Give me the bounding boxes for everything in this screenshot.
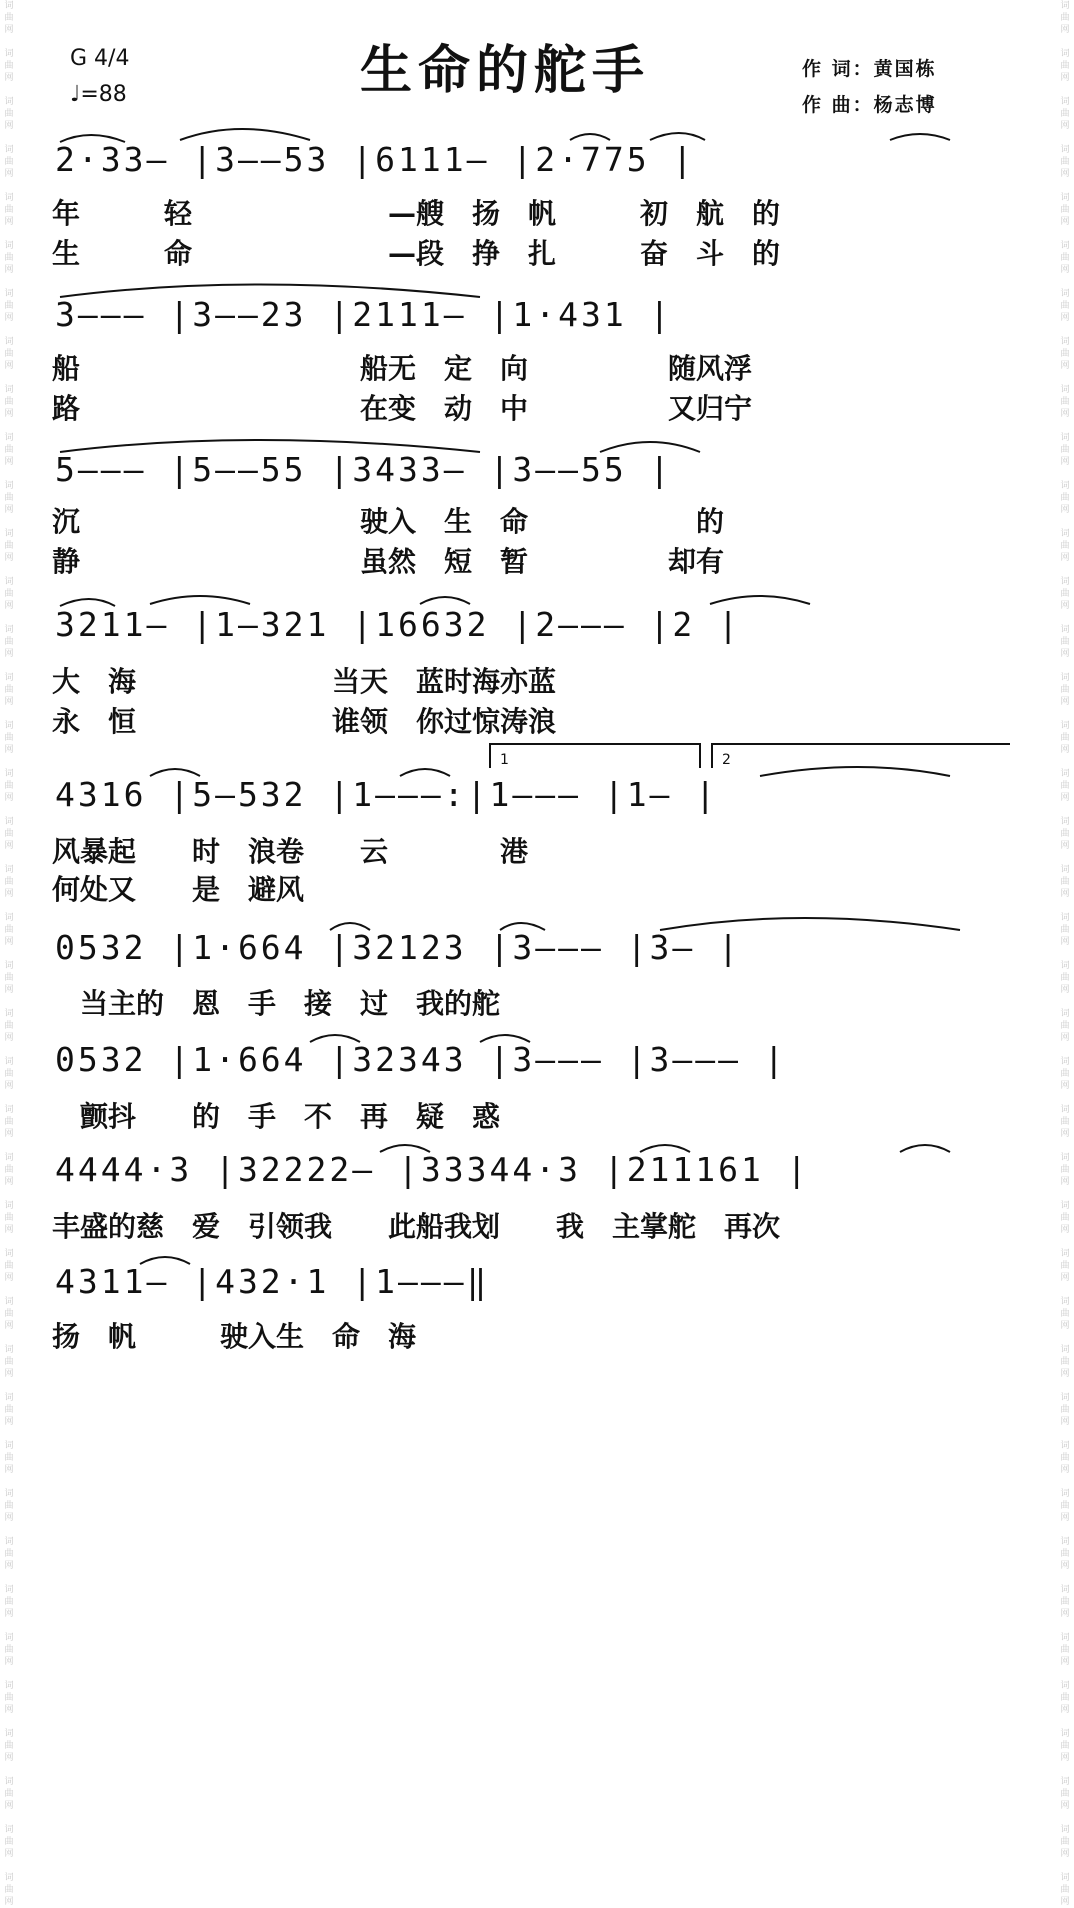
slur (150, 596, 250, 604)
lyric-row-2-verse-2: 路 在变 动 中 又归宁 (52, 392, 753, 425)
notation-row-8: 4444·3 |32222— |33344·3 |211161 | (55, 1150, 810, 1189)
lyric-row-4-verse-1: 大 海 当天 蓝时海亦蓝 (52, 665, 557, 698)
slur (180, 129, 310, 140)
notation-row-6: 0532 |1·664 |32123 |3——— |3— | (55, 928, 742, 967)
slur (900, 1145, 950, 1152)
lyric-row-1-verse-2: 生 命 —段 挣 扎 奋 斗 的 (52, 237, 781, 270)
key-meter: G 4/4 (70, 46, 130, 71)
second-ending-label: 2 (722, 752, 731, 768)
lyric-row-5-verse-1: 风暴起 时 浪卷 云 港 (52, 835, 529, 868)
first-ending-label: 1 (500, 752, 509, 768)
slur (420, 597, 470, 604)
lyric-row-6: 当主的 恩 手 接 过 我的舵 (52, 987, 501, 1020)
notation-row-4: 3211— |1—321 |16632 |2——— |2 | (55, 605, 742, 644)
lyric-row-9: 扬 帆 驶入生 命 海 (52, 1320, 417, 1353)
notation-row-2: 3——— |3——23 |2111— |1·431 | (55, 295, 673, 334)
lyric-row-3-verse-1: 沉 驶入 生 命 的 (52, 505, 725, 538)
slur (760, 767, 950, 776)
lyric-row-7: 颤抖 的 手 不 再 疑 惑 (52, 1100, 501, 1133)
notation-row-7: 0532 |1·664 |32343 |3——— |3——— | (55, 1040, 787, 1079)
slur (710, 596, 810, 604)
lyric-row-2-verse-1: 船 船无 定 向 随风浮 (52, 352, 753, 385)
lyric-row-4-verse-2: 永 恒 谁领 你过惊涛浪 (52, 705, 557, 738)
composer-credit: 作 曲：杨志博 (802, 94, 937, 116)
lyric-row-5-verse-2: 何处又 是 避风 (52, 873, 305, 906)
notation-row-3: 5——— |5——55 |3433— |3——55 | (55, 450, 673, 489)
lyric-row-3-verse-2: 静 虽然 短 暂 却有 (52, 545, 725, 578)
song-title: 生命的舵手 (360, 40, 651, 101)
notation-row-5: 4316 |5—532 |1———:|1——— |1— | (55, 775, 719, 814)
lyricist-credit: 作 词：黄国栋 (802, 58, 937, 80)
watermark-left: 词 曲 网 词 曲 网 词 曲 网 词 曲 网 词 曲 网 词 曲 网 词 曲 网 词 曲 网 词 曲 网 词 曲 网 词 曲 网 词 曲 网 词 曲 网 词 曲 网 词 曲 网 词 曲 网 词 曲 网 词 曲 网 词 曲 网 词 曲 网 词 曲 网 词 曲 网 词 曲 网 词 曲 网 词 曲 网 词 曲 网 词 曲 网 词 曲 网 词 曲 网 词 曲 网 词 曲 网 词 曲 网 词 曲 网 词 曲 网 词 曲 网 词 曲 网 词 曲 网 词 曲 网 词 曲 网 词 曲 网 (4, 1, 14, 1907)
ending-bracket-2 (712, 744, 1010, 768)
slur (650, 133, 705, 140)
slur (890, 134, 950, 140)
lyric-row-1-verse-1: 年 轻 —艘 扬 帆 初 航 的 (52, 197, 781, 230)
lyric-row-8: 丰盛的慈 爱 引领我 此船我划 我 主掌舵 再次 (52, 1210, 781, 1243)
notation-row-1: 2·33— |3——53 |6111— |2·775 | (55, 140, 696, 179)
watermark-right: 词 曲 网 词 曲 网 词 曲 网 词 曲 网 词 曲 网 词 曲 网 词 曲 网 词 曲 网 词 曲 网 词 曲 网 词 曲 网 词 曲 网 词 曲 网 词 曲 网 词 曲 网 词 曲 网 词 曲 网 词 曲 网 词 曲 网 词 曲 网 词 曲 网 词 曲 网 词 曲 网 词 曲 网 词 曲 网 词 曲 网 词 曲 网 词 曲 网 词 曲 网 词 曲 网 词 曲 网 词 曲 网 词 曲 网 词 曲 网 词 曲 网 词 曲 网 词 曲 网 词 曲 网 词 曲 网 词 曲 网 (1060, 1, 1070, 1907)
notation-row-9: 4311— |432·1 |1———‖ (55, 1262, 490, 1301)
ending-bracket-1 (490, 744, 700, 768)
tempo-mark: ♩=88 (70, 82, 127, 107)
